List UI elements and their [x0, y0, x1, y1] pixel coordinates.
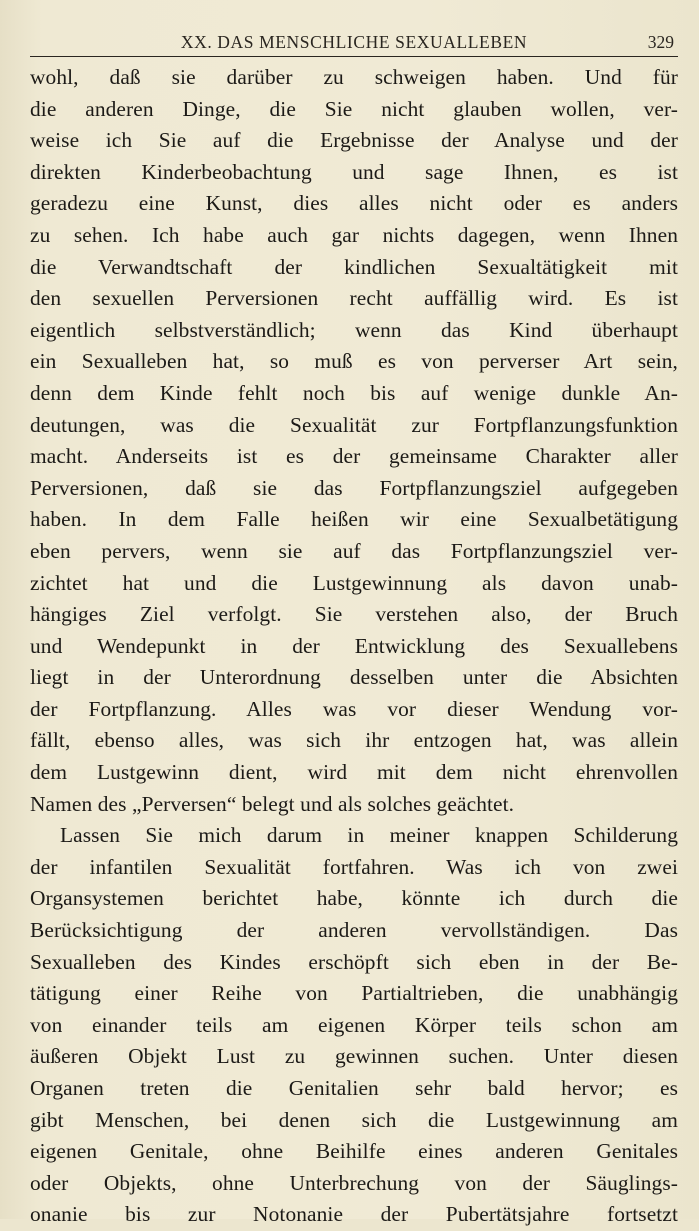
- paragraph: [30, 62, 678, 820]
- text-line: Lassen Sie mich darum in meiner knappen Schilderung: [60, 823, 678, 848]
- text-line: haben. In dem Falle heißen wir eine Sexualbetätigung: [30, 507, 678, 532]
- text-line: wohl, daß sie darüber zu schweigen haben. Und für: [30, 65, 678, 89]
- text-line: fällt, ebenso alles, was sich ihr entzogen hat, was allein: [30, 728, 678, 753]
- text-line: Berücksichtigung der anderen vervollständigen. Das: [30, 918, 678, 943]
- text-line: weise ich Sie auf die Ergebnisse der Analyse und der: [30, 128, 678, 153]
- body-text: [30, 62, 678, 1231]
- page-number: 329: [647, 32, 674, 52]
- text-line: oder Objekts, ohne Unterbrechung von der Säuglings-: [30, 1170, 678, 1195]
- text-line: und Wendepunkt in der Entwicklung des Sexuallebens: [30, 633, 678, 658]
- text-line: eigenen Genitale, ohne Beihilfe eines anderen Genitales: [30, 1139, 678, 1164]
- text-line: Namen des „Perversen“ belegt und als solches geächtet.: [30, 791, 515, 816]
- text-line: liegt in der Unterordnung desselben unter die Absichten: [30, 665, 678, 690]
- running-title: XX. DAS MENSCHLICHE SEXUALLEBEN: [180, 32, 528, 52]
- text-line: der Fortpflanzung. Alles was vor dieser Wendung vor-: [30, 696, 678, 721]
- text-line: tätigung einer Reihe von Partialtrieben, die unabhängig: [30, 981, 678, 1006]
- text-line: der infantilen Sexualität fortfahren. Was ich von zwei: [30, 854, 678, 879]
- text-line: zu sehen. Ich habe auch gar nichts dagegen, wenn Ihnen: [30, 222, 678, 247]
- text-line: die anderen Dinge, die Sie nicht glauben wollen, ver-: [30, 96, 678, 121]
- text-line: eigentlich selbstverständlich; wenn das Kind überhaupt: [30, 317, 678, 342]
- text-line: dem Lustgewinn dient, wird mit dem nicht ehrenvollen: [30, 760, 678, 785]
- text-line: onanie bis zur Notonanie der Pubertätsjahre fortsetzt: [30, 1202, 678, 1227]
- text-line: ein Sexualleben hat, so muß es von perverser Art sein,: [30, 349, 678, 374]
- text-line: gibt Menschen, bei denen sich die Lustgewinnung am: [30, 1107, 678, 1132]
- text-line: macht. Anderseits ist es der gemeinsame Charakter aller: [30, 444, 678, 469]
- text-line: Organen treten die Genitalien sehr bald hervor; es: [30, 1076, 678, 1100]
- text-line: Sexualleben des Kindes erschöpft sich eben in der Be-: [30, 949, 678, 974]
- text-line: eben pervers, wenn sie auf das Fortpflanzungsziel ver-: [30, 538, 678, 563]
- text-line: geradezu eine Kunst, dies alles nicht oder es anders: [30, 191, 678, 216]
- paragraph: [30, 820, 678, 1231]
- text-line: direkten Kinderbeobachtung und sage Ihnen, es ist: [30, 159, 678, 184]
- text-line: den sexuellen Perversionen recht auffällig wird. Es ist: [30, 286, 678, 311]
- running-head: [30, 30, 678, 57]
- text-line: Perversionen, daß sie das Fortpflanzungsziel aufgegeben: [30, 475, 678, 500]
- text-line: deutungen, was die Sexualität zur Fortpflanzungsfunktion: [30, 412, 678, 437]
- text-line: die Verwandtschaft der kindlichen Sexualtätigkeit mit: [30, 254, 678, 279]
- text-line: zichtet hat und die Lustgewinnung als davon unab-: [30, 570, 678, 595]
- text-line: hängiges Ziel verfolgt. Sie verstehen also, der Bruch: [30, 602, 678, 627]
- text-line: Organsystemen berichtet habe, könnte ich durch die: [30, 886, 678, 911]
- text-line: äußeren Objekt Lust zu gewinnen suchen. Unter diesen: [30, 1044, 678, 1069]
- text-line: von einander teils am eigenen Körper teils schon am: [30, 1012, 678, 1037]
- text-line: denn dem Kinde fehlt noch bis auf wenige dunkle An-: [30, 380, 678, 405]
